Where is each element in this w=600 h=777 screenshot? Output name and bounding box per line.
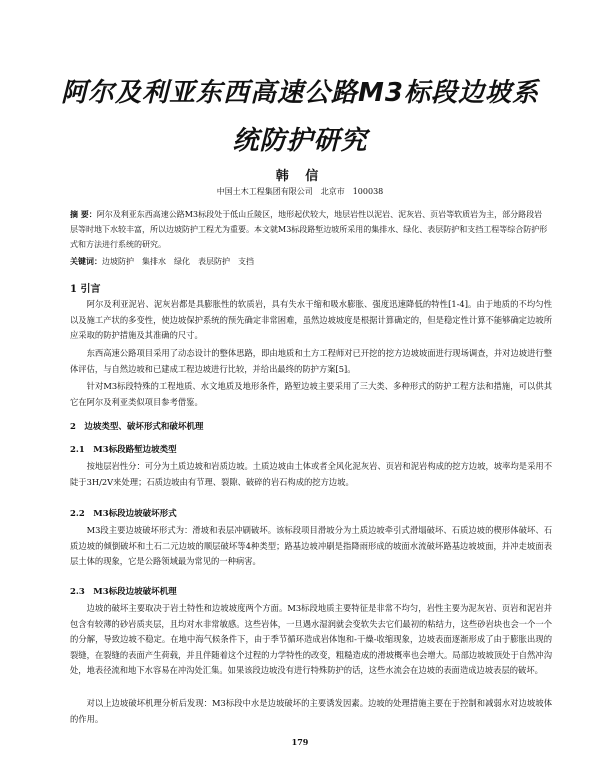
paper-title-line-2: 统防护研究 [232,126,368,156]
keywords-text: 边坡防护 集排水 绿化 表层防护 支挡 [102,257,254,266]
section-2-2-paragraph: M3段主要边坡破坏形式为：滑坡和表层冲刷破坏。该标段项目滑坡分为土质边坡牵引式滑塌破坏、石质边坡的楔形体破坏、石质边坡的倾倒破坏和土石二元边坡的顺层破坏等4种类型；路基边坡冲刷是指降雨形成的坡面水流破坏路基边坡坡面，并冲走坡面表层土体的现象，它是公路领域最为常见的一种病害。 [70,525,552,566]
intro-paragraph-3: 针对M3标段特殊的工程地质、水文地质及地形条件，路堑边坡主要采用了三大类、多种形式的防护工程方法和措施，可以供其它在阿尔及利亚类似项目参考借鉴。 [70,381,552,407]
section-heading-1: 1 引言 [70,284,101,295]
section-2-3-paragraph-2: 对以上边坡破坏机理分析后发现：M3标段中水是边坡破坏的主要诱发因素。边坡的处理措施主要在于控制和减弱水对边坡坡体的作用。 [70,698,552,724]
abstract-label: 摘 要： [70,209,97,219]
section-heading-2-3: 2.3 M3标段边坡破坏机理 [70,587,177,597]
section-2-3-paragraph-1: 边坡的破坏主要取决于岩土特性和边坡坡度两个方面。M3标段地质主要特征是非常不均匀，岩性主要为泥灰岩、页岩和泥岩并包含有较薄的砂岩质夹层，且均对水非常敏感。这些岩体，一旦遇水湿润就会变软失去它们最初的粘结力，这些砂岩块也会一个一个的分解，导致边坡不稳定。在地中海气候条件下，由于季节循环造成岩体饱和-干燥-收缩现象，边坡表面逐渐形成了由于膨胀出现的裂缝，在裂缝的表面产生荷载，并且伴随着这个过程的力学特性的改变，粗糙造成的滑坡概率也会增大。局部边坡坡顶处于自然冲沟处，地表径流和地下水容易在冲沟处汇集。如果该段边坡没有进行特殊防护的话，这些水流会在边坡的表面造成边坡表层的破坏。 [70,603,552,675]
paper-title-line-1: 阿尔及利亚东西高速公路M3标段边坡系 [61,78,539,108]
intro-paragraph-2: 东西高速公路项目采用了动态设计的整体思路，即由地质和土方工程师对已开挖的挖方边坡坡面进行现场调查，并对边坡进行整体评估，与自然边坡和已建成工程边坡进行比较，并给出最终的防护方案[5]。 [70,348,552,374]
intro-paragraph-1: 阿尔及利亚泥岩、泥灰岩都是具膨胀性的软质岩，具有失水干缩和吸水膨胀、强度迅速降低的特性[1-4]。由于地质的不均匀性以及施工产状的多变性，使边坡保护系统的预先确定非常困难，虽然边坡坡度是根据计算确定的，但是稳定性计算不能够确定边坡所应采取的防护措施及其准确的尺寸。 [70,299,552,340]
keywords [70,256,550,267]
section-heading-2-2: 2.2 M3标段边坡破坏形式 [70,509,177,519]
page-number: 179 [291,737,309,747]
section-heading-2: 2 边坡类型、破坏形式和破坏机理 [70,422,204,432]
author-affiliation: 中国土木工程集团有限公司 北京市 100038 [216,187,384,196]
abstract [70,207,550,252]
section-heading-2-1: 2.1 M3标段路堑边坡类型 [70,445,177,455]
keywords-label: 关键词： [70,256,102,266]
author-name: 韩 信 [275,169,325,184]
abstract-text: 阿尔及利亚东西高速公路M3标段处于低山丘陵区，地形起伏较大，地层岩性以泥岩、泥灰岩、页岩等软质岩为主，部分路段岩层等时地下水较丰富，所以边坡防护工程尤为重要。本文就M3标段路堑边坡所采用的集排水、绿化、表层防护和支挡工程等综合防护形式和方法进行系统的研究。 [70,210,548,249]
section-2-1-paragraph: 按地层岩性分：可分为土质边坡和岩质边坡。土质边坡由土体或者全风化泥灰岩、页岩和泥岩构成的挖方边坡，坡率均是采用不陡于3H/2V来处理；石质边坡由有节理、裂隙、破碎的岩石构成的挖方边坡。 [70,461,552,487]
